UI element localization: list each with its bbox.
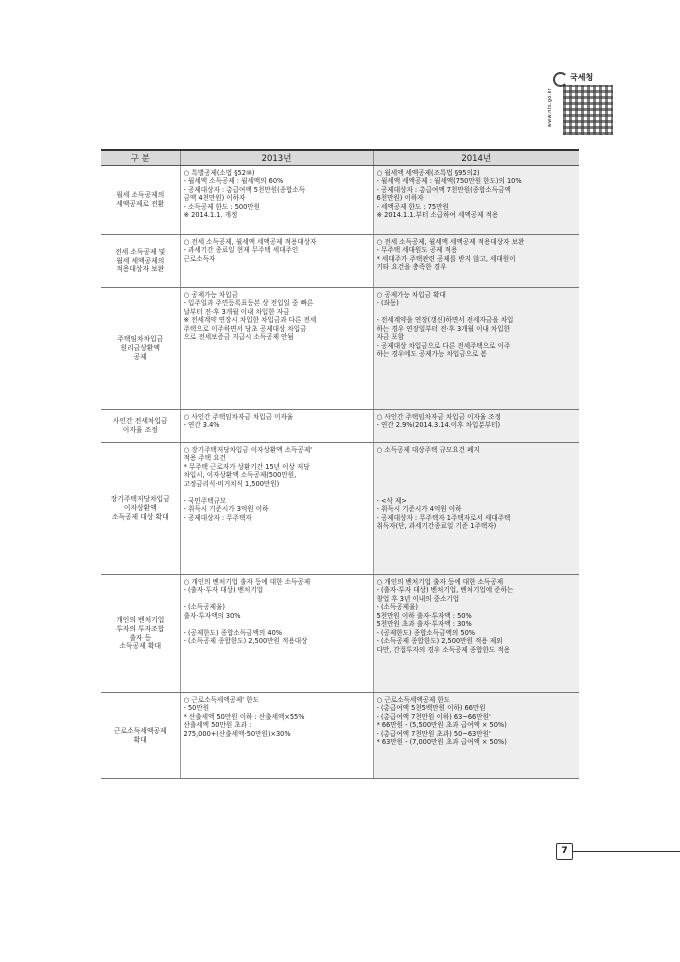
cell-line: 창업 후 3년 이내의 중소기업 (376, 594, 460, 603)
cell-line: 으로 전세보증금 지급시 소득공제 안됨 (183, 333, 294, 342)
cell-line: - (소득공제율) (183, 603, 225, 612)
row-category (101, 443, 180, 575)
row-2013-cell (180, 166, 373, 235)
cell-line: ※ 전세계약 연장시 차입한 차입금과 다른 전세 (183, 316, 317, 325)
row-category (101, 410, 180, 443)
cell-line: - (총급여액 5천5백만원 이하) 66만원 (376, 704, 486, 713)
cell-line: 소득공제 확대 (119, 642, 162, 651)
cell-line: ○ 전세 소득공제, 월세액 세액공제 적용대상자 (183, 238, 317, 246)
cell-line: - 취득시 기준시가 3억원 이하 (183, 505, 269, 514)
cell-line: - (총급여액 7천만원 초과) 50~63만원' (376, 729, 491, 738)
row-2014-cell (373, 443, 579, 575)
row-2014-cell (373, 693, 579, 779)
cell-line: - 무주택 세대원도 공제 적용 (376, 246, 458, 255)
cell-line: - 공제대상 차입금으로 다른 전세주택으로 이주 (376, 341, 511, 350)
cell-line: - 취득시 기준시가 4억원 이하 (376, 505, 462, 514)
cell-line: 기타 요건을 충족한 경우 (376, 263, 447, 272)
table-row (101, 575, 579, 693)
row-2013-cell (180, 410, 373, 443)
table-row (101, 410, 579, 443)
cell-line: ○ 개인의 벤처기업 출자 등에 대한 소득공제 (183, 578, 311, 586)
row-2013-cell (180, 235, 373, 288)
table-row (101, 288, 579, 410)
row-2013-cell (180, 575, 373, 693)
cell-line: ○ 장기주택저당차입금 이자상환액 소득공제' (183, 446, 313, 454)
cell-line: - 전세계약을 연장(갱신)하면서 전세자금을 차입 (376, 316, 514, 325)
row-2013-cell (180, 693, 373, 779)
cell-line: - 월세액 소득공제 : 월세액의 60% (183, 177, 284, 186)
qr-code-icon (563, 85, 613, 135)
cell-line: 취득자(단, 과세기간종료일 기준 1주택자) (376, 521, 497, 530)
row-2014-cell (373, 235, 579, 288)
cell-line: 개인의 벤처기업 (116, 616, 165, 625)
cell-line: ○ 전세 소득공제, 월세액 세액공제 적용대상자 보완 (376, 238, 525, 246)
cell-line: ○ 월세액 세액공제(조특법 §95의2) (376, 169, 480, 177)
cell-line (377, 480, 578, 488)
cell-line: ※ 2014.1.1.부터 소급하여 세액공제 적용 (376, 211, 499, 220)
cell-line: - (출자·투자 대상) 벤처기업, 벤처기업에 준하는 (376, 586, 514, 595)
cell-line: 장기주택저당차입금 (110, 495, 170, 504)
cell-line: 차입시, 이자상환액 소득공제(500만원, (183, 471, 297, 480)
cell-line: 확대 (133, 735, 147, 744)
cell-line: 자금 포함 (376, 333, 405, 342)
page-divider (572, 851, 680, 852)
cell-line: 적용대상자 보완 (116, 265, 165, 274)
row-2013-cell (180, 443, 373, 575)
cell-line: * 산출세액 50만원 이하 : 산출세액×55% (183, 712, 305, 721)
table-row (101, 693, 579, 779)
cell-line: * 세대주가 주택관련 공제를 받지 않고, 세대원이 (376, 254, 516, 263)
cell-line: 세액공제로 전환 (116, 200, 165, 208)
cell-line: 5천만원 초과 출자·투자액 : 30% (376, 620, 472, 629)
cell-line (184, 620, 371, 628)
cell-line: ○ 소득공제 대상주택 규모요건 폐지 (376, 446, 480, 454)
cell-line: - 월세액 세액공제 : 월세액(750만원 한도)의 10% (376, 177, 522, 186)
header-2014: 2014년 (373, 150, 579, 166)
cell-line: ○ 사인간 주택임차자금 차입금 이자율 조정 (376, 413, 502, 421)
cell-line: - 공제대상자 : 총급여액 5천만원(종합소득 (183, 185, 306, 194)
cell-line: 적용 주택 요건 (183, 454, 226, 463)
cell-line: 하는 경우에도 공제가능 차입금으로 봄 (376, 350, 487, 359)
cell-line: - 연간 3.4% (183, 421, 220, 430)
cell-line: - (소득공제율) (376, 603, 418, 612)
cell-line: - 과세기간 종료일 현재 무주택 세대주인 (183, 246, 299, 255)
cell-line: ○ 근로소득세액공제 한도 (376, 696, 451, 704)
row-category (101, 166, 180, 235)
cell-line (184, 595, 371, 603)
cell-line: 고정금리식·비거치식 1,500만원) (183, 479, 280, 488)
cell-line: - (출자·투자 대상) 벤처기업 (183, 586, 264, 595)
cell-line: 이자율 조정 (122, 426, 158, 434)
cell-line: 월세 세액공제의 (116, 256, 165, 265)
cell-line: 출자·투자액의 30% (183, 611, 241, 620)
cell-line: 소득공제 대상 확대 (111, 512, 169, 521)
cell-line: 다만, 간접투자의 경우 소득공제 종합한도 적용 (376, 645, 511, 654)
cell-line: 사인간 전세차입금 (112, 417, 168, 426)
row-2014-cell (373, 575, 579, 693)
cell-line: * 66만원 - (5,500만원 초과 급여액 × 50%) (376, 721, 507, 730)
cell-line: 하는 경우 연장일부터 전·후 3개월 이내 차입한 (376, 324, 511, 333)
cell-line: 월세 소득공제의 (116, 191, 165, 200)
cell-line: ※ 2014.1.1. 개정 (183, 211, 238, 220)
cell-line: 주택으로 이주하면서 당초 공제대상 차입금 (183, 324, 307, 333)
cell-line: 전세 소득공제 및 (115, 247, 166, 256)
logo-url: www.nts.go.kr (547, 88, 553, 128)
cell-line: ○ 사인간 주택임차자금 차입금 이자율 (183, 413, 294, 421)
cell-line: 6천만원) 이하자 (376, 194, 424, 203)
cell-line (377, 308, 578, 316)
row-category (101, 693, 180, 779)
row-category (101, 288, 180, 410)
cell-line: - 국민주택규모 (183, 496, 227, 505)
cell-line: - 공제대상자 : 무주택자 (183, 513, 252, 522)
cell-line: ○ 근로소득세액공제' 한도 (183, 696, 259, 704)
row-2014-cell (373, 410, 579, 443)
header-category: 구 분 (101, 150, 180, 166)
cell-line: 275,000+(산출세액-50만원)×30% (183, 729, 291, 738)
cell-line: ○ 공제가능 차입금 (183, 291, 239, 299)
cell-line: 공제 (133, 352, 147, 361)
row-2014-cell (373, 166, 579, 235)
cell-line: 주택임차차입금 (117, 335, 164, 344)
cell-line: - 세액공제 한도 : 75만원 (376, 202, 449, 211)
cell-line: 이자상환액 (123, 504, 157, 513)
logo-text: 국세청 (570, 73, 594, 82)
table-row (101, 443, 579, 575)
cell-line: - 공제대상자 : 총급여액 7천만원(종합소득금액 (376, 185, 511, 194)
cell-line: - 공제대상자 : 무주택자 1주택자로서 세대주택 (376, 513, 511, 522)
cell-line: 5천만원 이하 출자·투자액 : 50% (376, 611, 472, 620)
cell-line: ○ 개인의 벤처기업 출자 등에 대한 소득공제 (376, 578, 504, 586)
cell-line: - 연간 2.9%(2014.3.14.이후 차입분부터) (376, 421, 501, 430)
cell-line: 날부터 전·후 3개월 이내 차입한 자금 (183, 307, 290, 316)
table-row (101, 235, 579, 288)
cell-line: * 무주택 근로자가 상환기간 15년 이상 저당 (183, 462, 310, 471)
cell-line: ○ 공제가능 차입금 확대 (376, 291, 446, 299)
cell-line (377, 463, 578, 471)
cell-line: - 50만원 (183, 704, 210, 713)
cell-line (377, 471, 578, 479)
cell-line: 출자 등 (129, 633, 152, 642)
cell-line (184, 488, 371, 496)
header-2013: 2013년 (180, 150, 373, 166)
cell-line: - (소득공제 종합한도) 2,500만원 적용대상 (183, 637, 308, 646)
cell-line: 금액 4천만원) 이하자 (183, 194, 246, 203)
comparison-table (101, 149, 579, 779)
cell-line: - (공제한도) 종합소득금액의 40% (183, 628, 283, 637)
page-number: 7 (556, 843, 573, 860)
cell-line: - <삭 제> (376, 496, 407, 505)
row-category (101, 575, 180, 693)
cell-line: - 소득공제 한도 : 500만원 (183, 202, 261, 211)
table-row (101, 166, 579, 235)
row-2014-cell (373, 288, 579, 410)
row-category (101, 235, 180, 288)
cell-line (377, 488, 578, 496)
cell-line: * 63만원 - (7,000만원 초과 급여액 × 50%) (376, 738, 507, 747)
cell-line (377, 454, 578, 462)
cell-line: - (좌동) (376, 299, 399, 308)
cell-line: 근로소득자 (183, 254, 216, 263)
cell-line: ○ 특별공제(소법 §52⑩) (183, 169, 255, 177)
cell-line: - 입주일과 주민등록표등본 상 전입일 중 빠른 (183, 299, 314, 308)
row-2013-cell (180, 288, 373, 410)
table-header-row (101, 150, 579, 166)
cell-line: 원리금상환액 (120, 344, 160, 353)
cell-line: - (공제한도) 종합소득금액의 50% (376, 628, 476, 637)
cell-line: - (소득공제 종합한도) 2,500만원 적용 제외 (376, 637, 503, 646)
cell-line: 근로소득세액공제 (113, 726, 167, 735)
cell-line: 산출세액 50만원 초과 : (183, 721, 252, 730)
cell-line: 투자의 투자조합 (116, 624, 165, 633)
cell-line: - (총급여액 7천만원 이하) 63~66만원' (376, 712, 491, 721)
